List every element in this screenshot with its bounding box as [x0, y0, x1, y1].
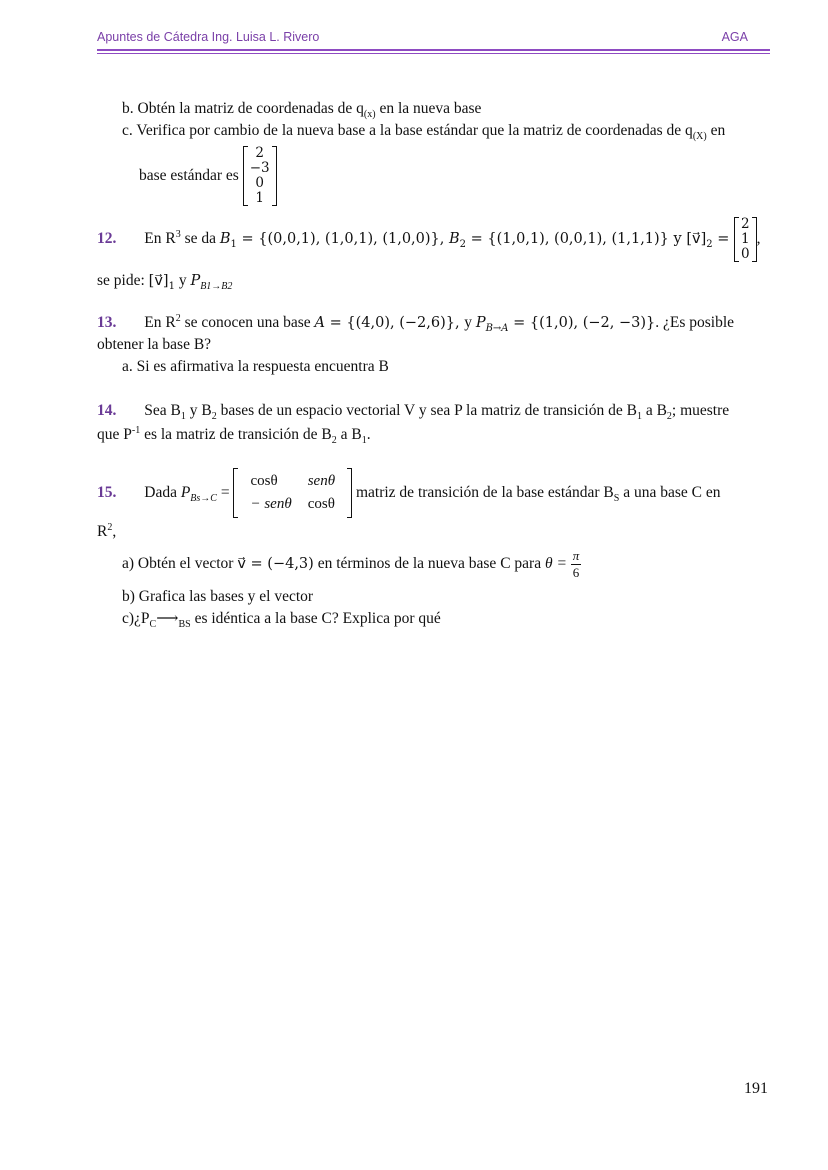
p14-line2-text: es la matriz de transición de B — [140, 426, 332, 443]
p11-b-text: b. Obtén la matriz de coordenadas de q — [122, 100, 364, 117]
p15-c-text2: es idéntica a la base C? Explica por qué — [190, 610, 441, 627]
p13-p-sub: B→A — [485, 322, 509, 334]
p14-sub: 1 — [180, 411, 186, 423]
p15-number: 15. — [97, 484, 117, 501]
p13-item-a: a. Si es afirmativa la respuesta encuentra B — [122, 358, 389, 375]
p12-vector-cell: 0 — [740, 245, 750, 262]
p14-line2-sup: -1 — [131, 424, 141, 436]
p12-v: [v⃗] — [686, 231, 707, 247]
p14-text: ; muestre — [671, 402, 730, 419]
p15-matrix-cell: cosθ — [250, 473, 278, 490]
header-title: Apuntes de Cátedra Ing. Luisa L. Rivero — [97, 30, 320, 44]
p12-vector-cell: 2 — [740, 215, 750, 232]
p15-item-b: b) Grafica las bases y el vector — [122, 588, 314, 605]
p11-c-sub: (X) — [692, 131, 707, 143]
p13-sup: 2 — [175, 312, 181, 324]
p12-ask-p-sub: B1→B2 — [200, 281, 233, 293]
p15-a-text2: en términos de la nueva base C para — [313, 555, 545, 572]
p11-base-label: base estándar es — [139, 167, 243, 184]
p14-text: y B — [185, 402, 212, 419]
p13-lead2: se conocen una base — [180, 314, 315, 331]
p12-lead: En R — [144, 230, 176, 247]
p15-p-sub: Bs→C — [190, 493, 217, 505]
p13-statement: 13. En $R^2$ se conocen una base A = {(4,0), (−2,6)}, y $P_{B\to A} = \{(1,0)$, (−2, −3)}. ¿Es posible — [97, 312, 735, 334]
p12-statement: 12. En $R^3$ se da $B_1 = \{(0,0,1)$, (1,0,1), (1,0,0)}, $B_2 = \{(1,0,1)$, (0,0,1), (1,1,1)} y $[v⃗]_2$ = 2 1 0 , — [97, 215, 761, 262]
p13-y: y — [464, 314, 476, 331]
p14-line2-text: . — [366, 426, 371, 443]
p14-line2-sub: 1 — [361, 435, 367, 447]
p15-tail2: a una base C en — [619, 484, 721, 501]
p12-v-sub: 2 — [706, 238, 713, 250]
p14-sub: 1 — [636, 411, 642, 423]
p11-b-sub: (x) — [363, 109, 376, 121]
p15-c-sub: BS — [178, 619, 191, 631]
p15-item-c — [122, 610, 441, 631]
p12-ask-v-sub: 1 — [168, 280, 175, 292]
p14-sub: 2 — [211, 411, 217, 423]
p11-c-text2: en — [706, 122, 726, 139]
p12-vector-cell: 1 — [740, 230, 750, 247]
p14-number: 14. — [97, 402, 117, 419]
p15-matrix-cell: − senθ — [250, 496, 292, 513]
p15-tail-sub: S — [613, 493, 620, 505]
p14-line2 — [97, 424, 371, 447]
p12-ask-and: y — [174, 272, 191, 289]
p15-r2 — [97, 523, 116, 541]
p14-text: Sea B — [144, 402, 181, 419]
p14-line2-text: que P — [97, 426, 132, 443]
p11-vector — [243, 146, 277, 206]
p13-a: = {(4,0), (−2,6)}, — [325, 315, 465, 331]
p11-item-b — [122, 100, 482, 121]
p15-c-text: c)¿P — [122, 610, 150, 627]
page-number: 191 — [744, 1080, 768, 1097]
p14-text: a B — [641, 402, 667, 419]
p12-ask-lead: se pide: — [97, 272, 149, 289]
p12-number: 12. — [97, 230, 117, 247]
p15-c-sub: C — [149, 619, 157, 631]
p11-vector-cell: 2 — [255, 145, 264, 162]
p13-tail: . ¿Es posible — [655, 314, 735, 331]
p15-r2-tail: , — [112, 523, 117, 540]
p14-line2-sub: 2 — [331, 435, 337, 447]
p12-b1: = {(0,0,1), (1,0,1), (1,0,0)}, — [236, 231, 449, 247]
p11-base-row — [139, 144, 277, 208]
p12-vector — [734, 217, 757, 262]
p15-tail: matriz de transición de la base estándar B — [352, 484, 614, 501]
p15-dada: Dada — [144, 484, 181, 501]
p11-vector-cell: −3 — [249, 160, 270, 177]
p15-item-a — [122, 546, 581, 582]
p14-text: bases de un espacio vectorial V y sea P la matriz de transición de B — [216, 402, 637, 419]
p11-vector-cell: 0 — [255, 175, 264, 192]
p15-r2-sup: 2 — [107, 521, 113, 533]
p15-statement: 15. Dada $P_{Bs\to C}$ = cosθ senθ − senθ cosθ matriz de transición de la base estándar $B_S$ a una base C en — [97, 468, 721, 518]
header-course: AGA — [721, 30, 748, 44]
p12-lead2: se da — [180, 230, 220, 247]
p15-matrix-cell: cosθ — [307, 496, 335, 513]
p15-matrix-cell: senθ — [307, 473, 336, 490]
p13-line2: obtener la base B? — [97, 336, 212, 353]
p15-fraction — [571, 548, 582, 581]
header-rule — [97, 49, 770, 51]
p11-c-text: c. Verifica por cambio de la nueva base a la base estándar que la matriz de coordenadas de q — [122, 122, 693, 139]
p12-ask: se pide: $[v⃗]_1$ y $P_{B1\to B2}$ — [97, 272, 233, 293]
p11-vector-cell: 1 — [255, 190, 264, 207]
p12-sup: 3 — [175, 228, 181, 240]
p15-a-text: a) Obtén el vector — [122, 555, 238, 572]
p12-b2: = {(1,0,1), (0,0,1), (1,1,1)} y — [466, 231, 687, 247]
p11-item-c — [122, 122, 726, 143]
p12-tail: , — [756, 230, 761, 247]
p15-c-arrow: ⟶ — [156, 610, 179, 627]
p15-matrix — [233, 468, 352, 518]
p12-ask-v: [v⃗] — [148, 273, 169, 289]
p13-number: 13. — [97, 314, 117, 331]
p15-frac-bot: 6 — [572, 564, 580, 580]
p14-line2-text: a B — [336, 426, 362, 443]
p14-statement — [97, 402, 730, 423]
p13-p: = {(1,0), (−2, −3)} — [508, 315, 656, 331]
p15-eq: = — [216, 484, 234, 501]
p13-lead: En R — [144, 314, 176, 331]
p15-frac-top: π — [572, 547, 580, 563]
p14-sub: 2 — [666, 411, 672, 423]
p15-theta: θ = — [544, 555, 571, 572]
p15-a-v: v⃗ = (−4,3) — [237, 556, 314, 572]
p15-r2-text: R — [97, 523, 108, 540]
p11-b-text2: en la nueva base — [375, 100, 482, 117]
header-rule-thin — [97, 53, 770, 54]
p12-eq: = — [712, 231, 734, 247]
